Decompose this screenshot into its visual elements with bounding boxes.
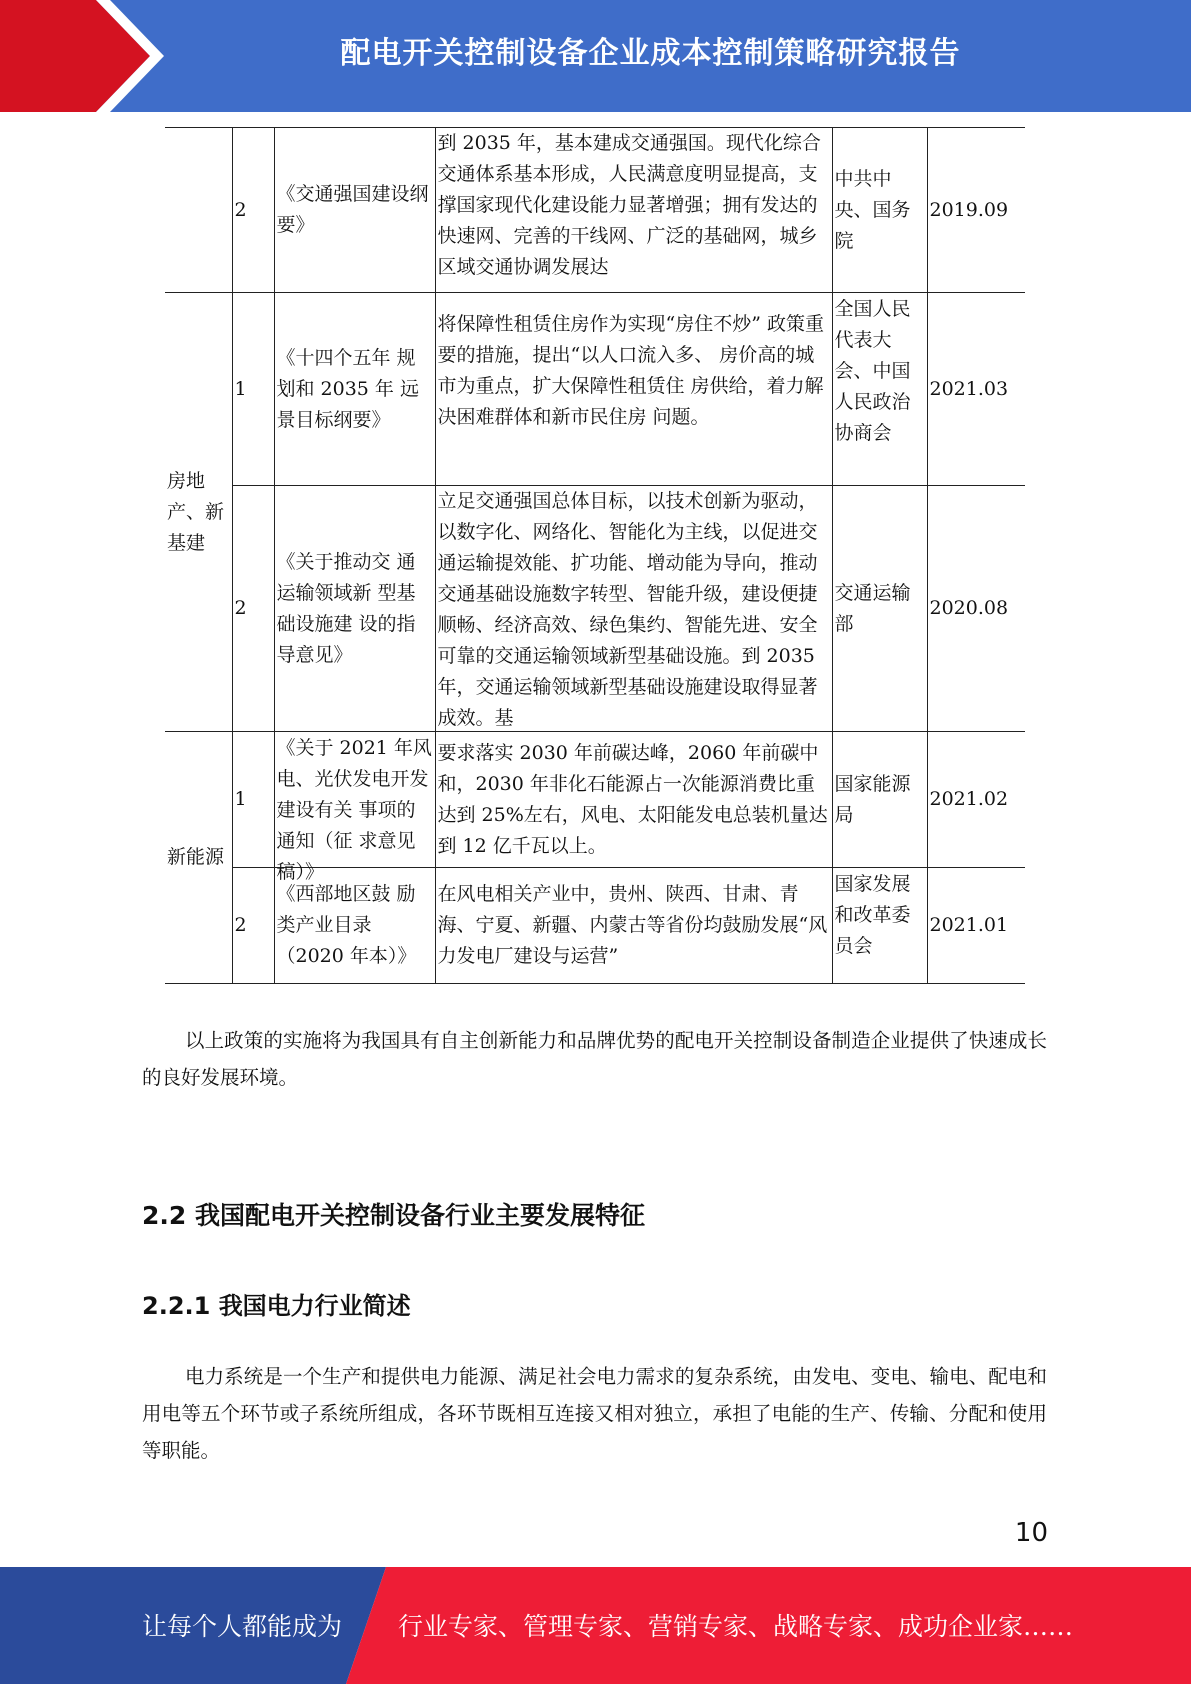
table-cell-policy-name: 《交通强国建设纲要》 [274, 128, 435, 293]
table-cell-policy-name: 《西部地区鼓 励类产业目录（2020 年本）》 [274, 868, 435, 984]
table-cell-issuer-text: 国家发展和改革委员会 [834, 872, 911, 957]
footer-slogan-right: 行业专家、管理专家、营销专家、战略专家、成功企业家…… [398, 1612, 1074, 1641]
table-row [165, 293, 1025, 486]
table-cell-category: 新能源 [165, 732, 232, 984]
table-cell-no: 2 [232, 868, 274, 984]
table-cell-date: 2021.01 [927, 868, 1025, 984]
table-cell-no: 1 [232, 732, 274, 868]
report-title: 配电开关控制设备企业成本控制策略研究报告 [340, 36, 961, 71]
table-cell-issuer: 交通运输部 [832, 486, 927, 732]
header-red-chevron [0, 0, 160, 112]
table-cell-date: 2019.09 [927, 128, 1025, 293]
table-row [165, 486, 1025, 732]
table-cell-date: 2021.02 [927, 732, 1025, 868]
header-banner [0, 0, 1191, 112]
table-cell-content [435, 128, 832, 293]
table-cell-date: 2021.03 [927, 293, 1025, 486]
table-cell-content [435, 486, 832, 732]
page-number: 10 [1014, 1518, 1048, 1548]
table-row [165, 868, 1025, 984]
subsection-heading: 2.2.1 我国电力行业简述 [142, 1292, 411, 1320]
table-row [165, 128, 1025, 293]
body-paragraph: 电力系统是一个生产和提供电力能源、满足社会电力需求的复杂系统，由发电、变电、输电、配电和用电等五个环节或子系统所组成，各环节既相互连接又相对独立，承担了电能的生产、传输、分配和使用等职能。 [142, 1365, 1047, 1462]
body-paragraph: 以上政策的实施将为我国具有自主创新能力和品牌优势的配电开关控制设备制造企业提供了快速成长的良好发展环境。 [142, 1029, 1047, 1089]
table-cell-content-text: 到 2035 年，基本建成交通强国。现代化综合交通体系基本形成，人民满意度明显提高，支撑国家现代化建设能力显著增强；拥有发达的快速网、完善的干线网、广泛的基础网，城乡区域交通协调发展达 [437, 132, 821, 278]
table-cell-category [165, 128, 232, 293]
table-cell-category: 房地产、新基建 [165, 293, 232, 732]
table-cell-no: 2 [232, 486, 274, 732]
table-cell-policy-name: 《关于推动交 通运输领域新 型基础设施建 设的指导意见》 [274, 486, 435, 732]
table-cell-issuer: 中共中央、国务院 [832, 128, 927, 293]
table-cell-policy-name-text: 《关于 2021 年风电、光伏发电开发建设有关 事项的通知（征 求意见稿）》 [276, 736, 432, 883]
table-cell-policy-name [274, 732, 435, 883]
table-cell-issuer-text: 全国人民代表大会、中国人民政治协商会 [834, 298, 911, 444]
section-heading: 2.2 我国配电开关控制设备行业主要发展特征 [142, 1201, 645, 1230]
table-cell-policy-name: 《十四个五年 规划和 2035 年 远景目标纲要》 [274, 293, 435, 486]
table-cell-content: 在风电相关产业中，贵州、陕西、甘肃、青海、宁夏、新疆、内蒙古等省份均鼓励发展“风力发电厂建设与运营” [435, 868, 832, 984]
table-cell-no: 1 [232, 293, 274, 486]
table-cell-issuer [832, 293, 927, 486]
table-cell-no: 2 [232, 128, 274, 293]
table-cell-content: 要求落实 2030 年前碳达峰，2060 年前碳中和，2030 年非化石能源占一次能源消费比重达到 25%左右，风电、太阳能发电总装机量达到 12 亿千瓦以上。 [435, 732, 832, 868]
footer-slogan-left: 让每个人都能成为 [142, 1612, 343, 1641]
table-cell-content [435, 293, 832, 486]
table-row [165, 732, 1025, 868]
table-cell-issuer [832, 868, 927, 984]
table-cell-date: 2020.08 [927, 486, 1025, 732]
table-cell-issuer: 国家能源局 [832, 732, 927, 868]
table-cell-content-text: 将保障性租赁住房作为实现“房住不炒” 政策重要的措施，提出“以人口流入多、 房价高的城市为重点，扩大保障性租赁住 房供给，着力解决困难群体和新市民住房 问题。 [437, 313, 824, 428]
table-cell-content-text: 立足交通强国总体目标，以技术创新为驱动，以数字化、网络化、智能化为主线，以促进交通运输提效能、扩功能、增动能为导向，推动交通基础设施数字转型、智能升级，建设便捷顺畅、经济高效、绿色集约、智能先进、安全可靠的交通运输领域新型基础设施。到 2035 年，交通运输领域新型基础设施建设取得显著成效。基 [437, 490, 818, 729]
footer-banner [0, 1567, 1191, 1684]
policy-table [165, 127, 1025, 984]
